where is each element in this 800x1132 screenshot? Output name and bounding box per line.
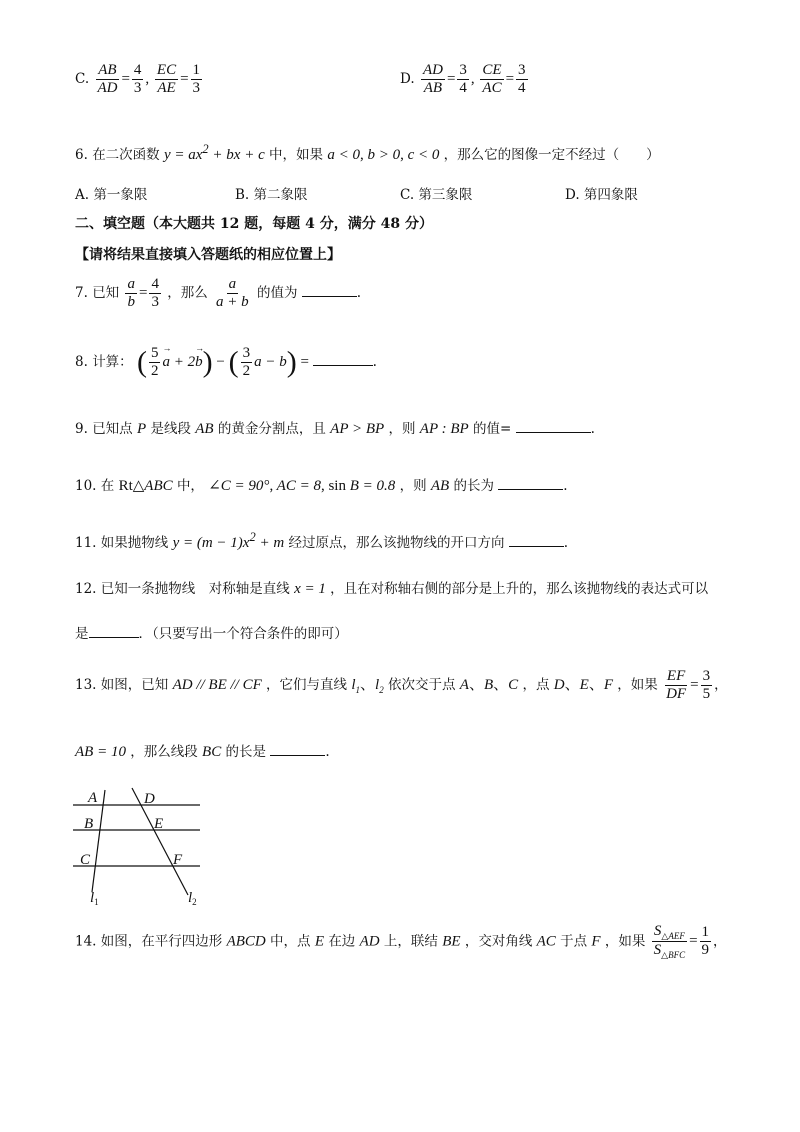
- question-9: 9. 已知点 P 是线段 AB 的黄金分割点，且 AP > BP ，则 AP : BP 的值= .: [75, 421, 595, 437]
- label-c: C: [80, 852, 91, 868]
- answer-blank[interactable]: [89, 625, 139, 638]
- question-13: 13. 如图，已知 AD // BE // CF ，它们与直线 $l_1$、$l_2$ 依次交于点 A、B、C ，点 D、E、F ，如果 $\frac{EF}{DF}$ = $\frac{3}{5}$ ，: [75, 668, 728, 703]
- label-a: A: [88, 790, 98, 806]
- q6-option-c: C. 第三象限: [400, 187, 473, 203]
- question-13-line2: AB = 10 ，那么线段 BC 的长是 .: [75, 744, 330, 760]
- math-expr: $\frac{a}{b}$ = $\frac{4}{3}$: [127, 276, 159, 311]
- math-expr: a < 0, b > 0, c < 0: [327, 147, 440, 163]
- q5-option-c: C. $\frac{AB}{AD}$ = $\frac{4}{3}$ , $\frac{EC}{AE}$ = $\frac{1}{3}$: [75, 62, 204, 98]
- math-expr: $\frac{AD}{AB}$ = $\frac{3}{4}$ , $\frac{CE}{AC}$ = $\frac{3}{4}$: [422, 62, 526, 97]
- answer-blank[interactable]: [302, 284, 357, 297]
- q6-option-d: D. 第四象限: [565, 187, 638, 203]
- label-e: E: [154, 816, 164, 832]
- label-d: D: [144, 791, 155, 807]
- question-12-line2: 是 ．（只要写出一个符合条件的即可）: [75, 626, 348, 642]
- answer-blank[interactable]: [270, 743, 325, 756]
- question-11: 11. 如果抛物线 $y = (m - 1)x^2 + m$ 经过原点，那么该抛物线的开口方向 .: [75, 530, 569, 551]
- question-8: 8. 计算： ( $\frac{5}{2}$ → a + 2→ b) − ( $\frac{3}{2}$ a − b) = .: [75, 345, 377, 381]
- answer-blank[interactable]: [498, 477, 563, 490]
- label-l1: $l_1$: [90, 890, 99, 907]
- parallel-lines-figure: [60, 780, 220, 910]
- question-7: 7. 已知 $\frac{a}{b}$ = $\frac{4}{3}$ ，那么 $\frac{a}{a + b}$ 的值为 .: [75, 276, 362, 311]
- section-title: 二、填空题（本大题共 12 题，每题 4 分，满分 48 分）: [75, 216, 433, 232]
- label-b: B: [84, 816, 94, 832]
- math-expr: $\frac{a}{a + b}$: [216, 276, 249, 311]
- answer-blank[interactable]: [509, 534, 564, 547]
- label-f: F: [173, 852, 183, 868]
- answer-blank[interactable]: [516, 420, 591, 433]
- label-l2: $l_2$: [188, 890, 197, 907]
- q6-option-b: B. 第二象限: [235, 187, 308, 203]
- math-expr: ( $\frac{5}{2}$ → a + 2→ b) − ( $\frac{3}{2}$ a − b) =: [137, 354, 313, 370]
- question-6: 6. 在二次函数 $y = ax^2$ + bx + c 中，如果 a < 0, b > 0, c < 0 ，那么它的图像一定不经过（ ）: [75, 142, 660, 163]
- math-expr: $\frac{AB}{AD}$ = $\frac{4}{3}$ , $\frac{EC}{AE}$ = $\frac{1}{3}$: [97, 62, 201, 97]
- question-10: 10. 在 Rt△ABC 中， ∠C = 90°, AC = 8, sin B = 0.8 ，则 AB 的长为 .: [75, 478, 568, 494]
- q6-option-a: A. 第一象限: [75, 187, 148, 203]
- math-expr: $y = ax^2$ + bx + c: [163, 142, 265, 163]
- answer-blank[interactable]: [313, 353, 373, 366]
- q5-option-d: D. $\frac{AD}{AB}$ = $\frac{3}{4}$ , $\frac{CE}{AC}$ = $\frac{3}{4}$: [400, 62, 530, 98]
- question-12: 12. 已知一条抛物线 对称轴是直线 x = 1 ，且在对称轴右侧的部分是上升的，那么该抛物线的表达式可以: [75, 581, 709, 597]
- question-14: 14. 如图，在平行四边形 ABCD 中，点 E 在边 AD 上，联结 BE ，交对角线 AC 于点 F ，如果 $\frac{S_{\triangle AEF}}{S_{\triangle BFC}}$ = $\frac{1}{9}$ ，: [75, 923, 727, 961]
- section-instruction: 【请将结果直接填入答题纸的相应位置上】: [75, 247, 341, 263]
